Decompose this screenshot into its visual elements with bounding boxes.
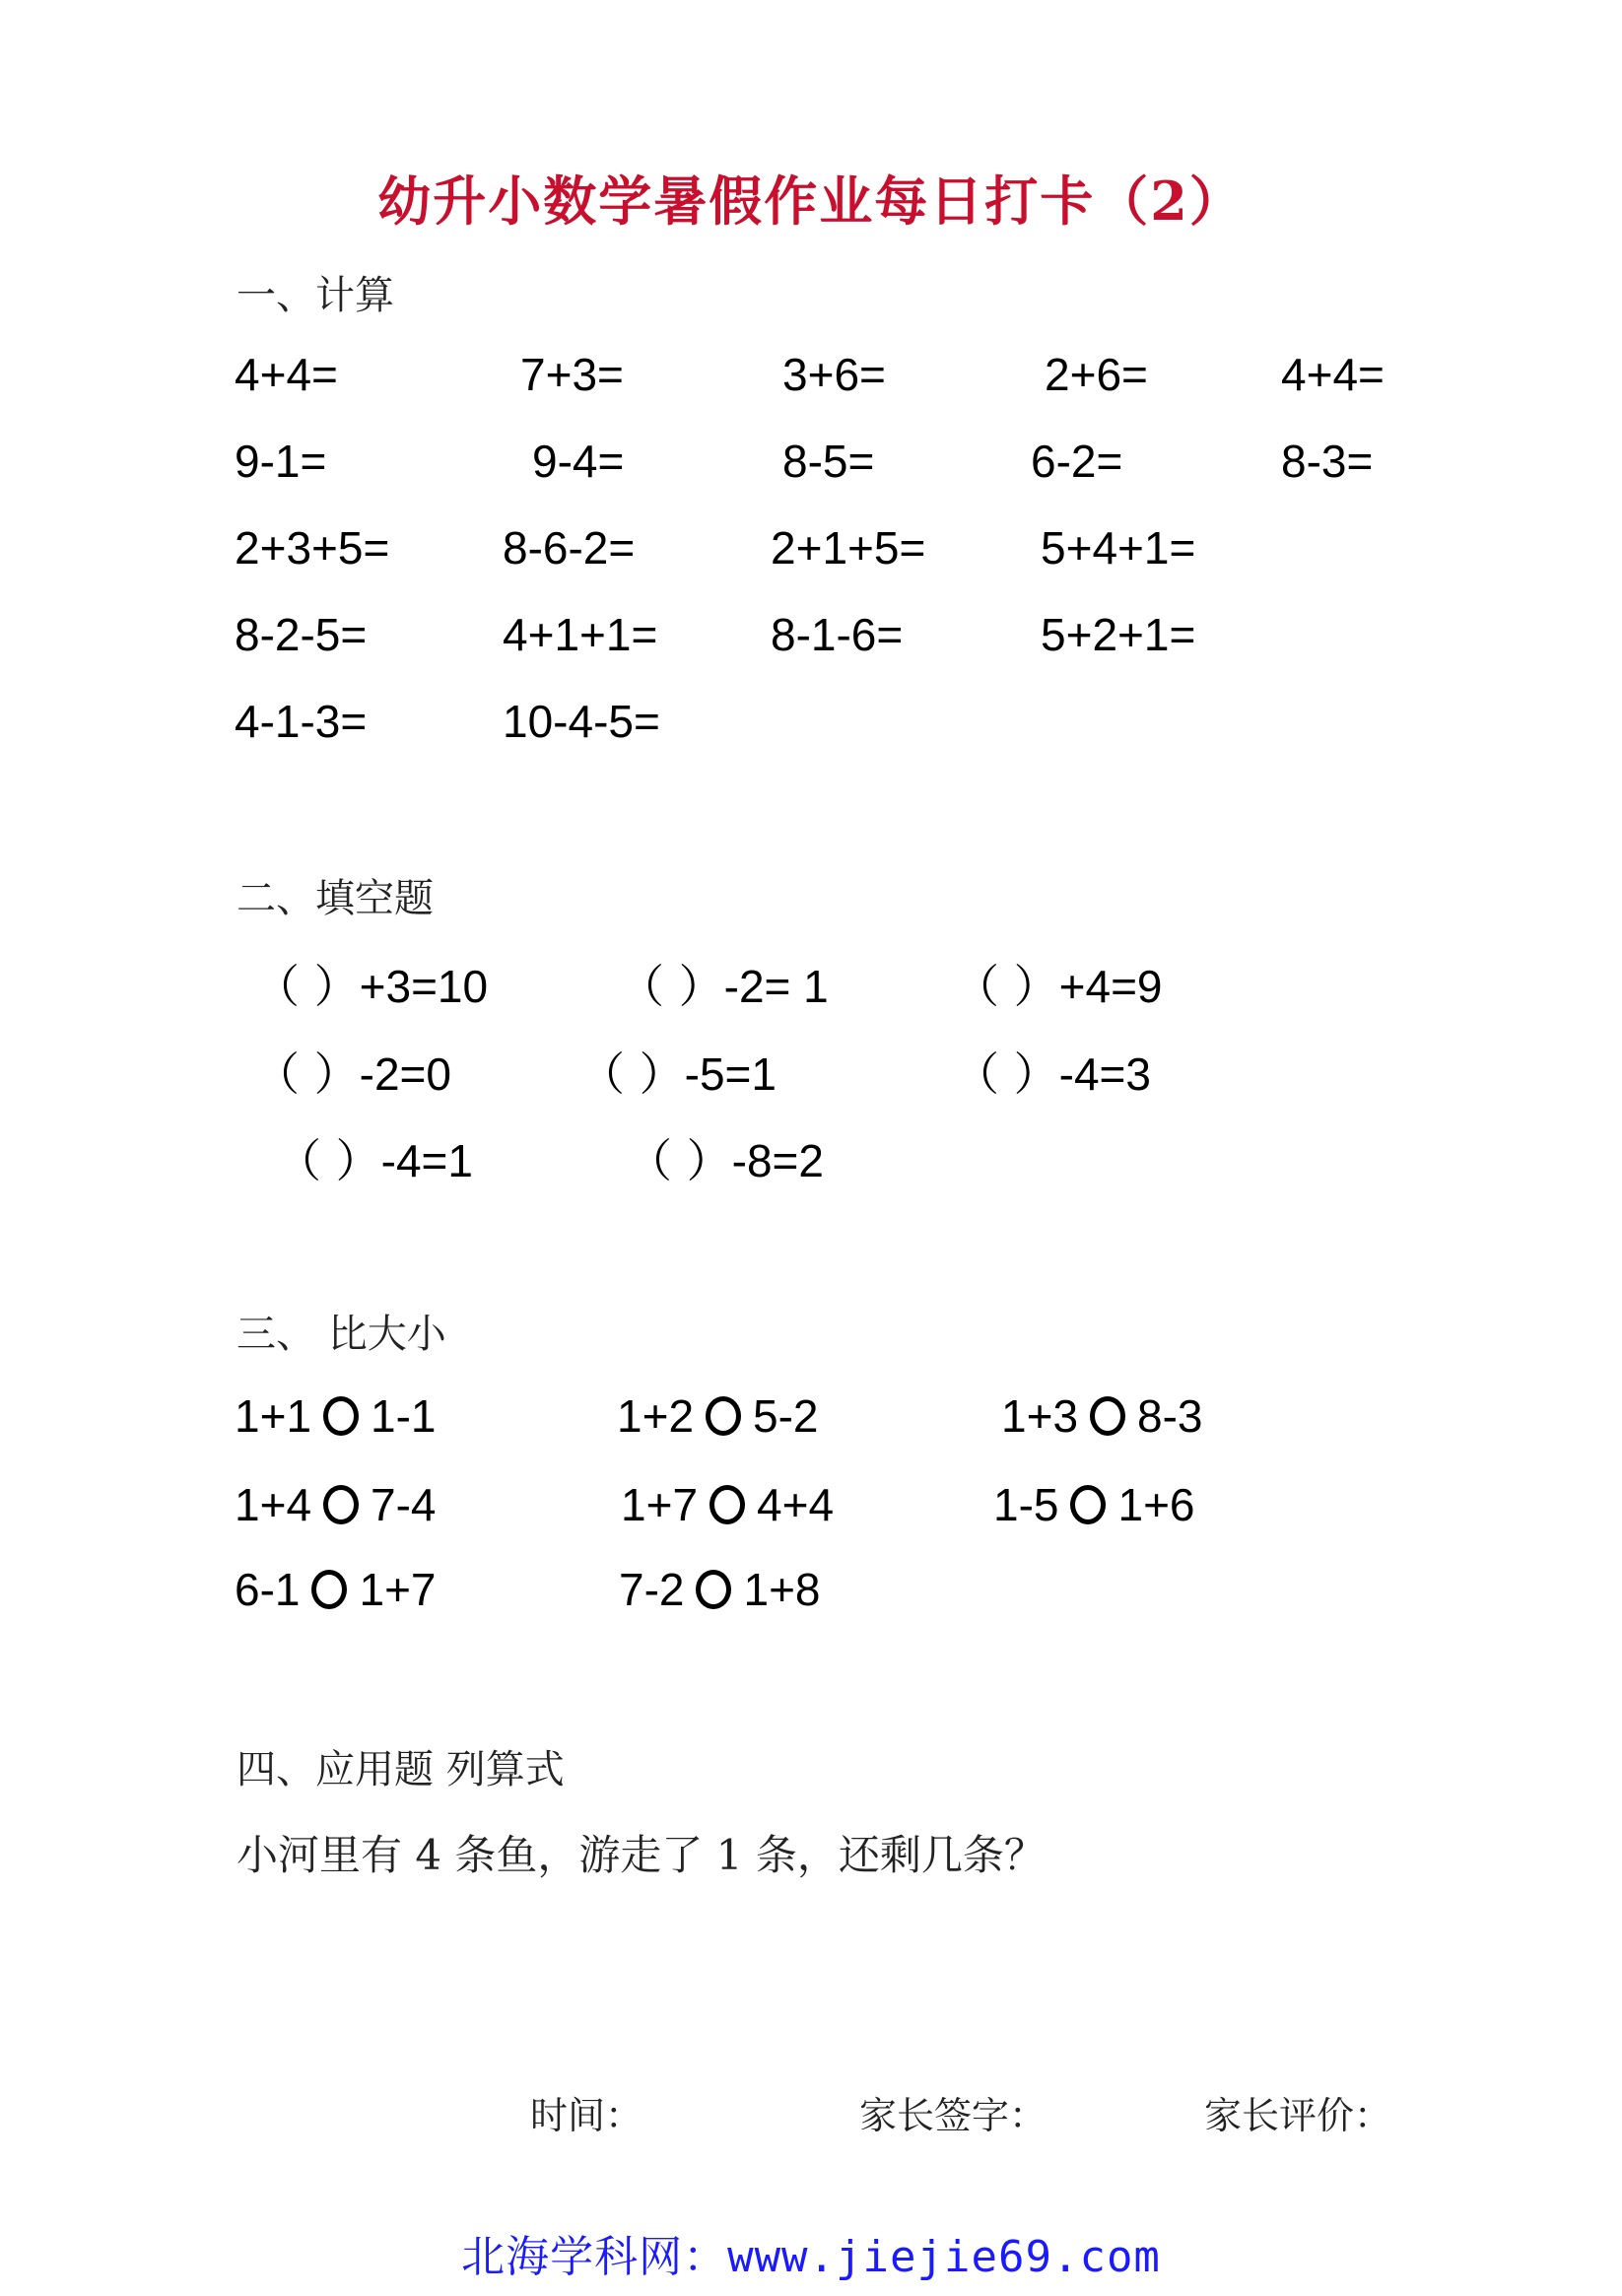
calc-item: 4+4= (1281, 349, 1385, 400)
word-problem-question: 小河里有 4 条鱼，游走了 1 条，还剩几条？ (237, 1831, 1046, 1879)
compare-circle[interactable] (1070, 1485, 1106, 1524)
compare-item: 1+7 4+4 (621, 1479, 835, 1530)
section-heading-word-problem: 四、应用题 列算式 (237, 1747, 565, 1792)
page-title: 幼升小数学暑假作业每日打卡（2） (377, 169, 1245, 233)
time-label: 时间： (530, 2094, 643, 2137)
calc-item: 2+1+5= (771, 522, 926, 574)
fill-blank-item: （ ）-2=0 (254, 1047, 451, 1101)
calc-item: 10-4-5= (503, 696, 660, 747)
section-heading-calc: 一、计算 (237, 273, 394, 318)
parent-eval-label: 家长评价： (1204, 2094, 1392, 2137)
compare-item: 6-1 1+7 (235, 1564, 437, 1615)
compare-circle[interactable] (710, 1485, 745, 1524)
fill-blank-item: （ ）-4=3 (954, 1047, 1151, 1101)
calc-item: 3+6= (782, 349, 886, 400)
calc-item: 8-6-2= (503, 522, 636, 574)
calc-item: 8-1-6= (771, 609, 904, 660)
compare-circle[interactable] (696, 1570, 731, 1609)
blank-paren[interactable]: （ ） (627, 1134, 732, 1187)
footer-watermark: 北海学科网：www.jiejie69.com (461, 2232, 1161, 2282)
calc-item: 9-1= (235, 436, 327, 487)
compare-item: 7-2 1+8 (619, 1564, 821, 1615)
compare-item: 1-5 1+6 (993, 1479, 1195, 1530)
compare-circle[interactable] (323, 1396, 359, 1436)
calc-item: 7+3= (520, 349, 624, 400)
blank-paren[interactable]: （ ） (276, 1134, 381, 1187)
fill-blank-item: （ ）+4=9 (954, 960, 1163, 1013)
compare-item: 1+2 5-2 (617, 1390, 819, 1442)
blank-paren[interactable]: （ ） (254, 1047, 360, 1101)
compare-circle[interactable] (1090, 1396, 1125, 1436)
compare-circle[interactable] (311, 1570, 347, 1609)
calc-item: 2+3+5= (235, 522, 390, 574)
compare-circle[interactable] (706, 1396, 741, 1436)
blank-paren[interactable]: （ ） (619, 960, 724, 1013)
fill-blank-item: （ ）+3=10 (254, 960, 489, 1013)
compare-circle[interactable] (323, 1485, 359, 1524)
fill-blank-item: （ ）-8=2 (627, 1134, 824, 1187)
compare-item: 1+4 7-4 (235, 1479, 437, 1530)
calc-item: 9-4= (532, 436, 625, 487)
section-heading-compare: 三、 比大小 (237, 1312, 446, 1357)
blank-paren[interactable]: （ ） (954, 1047, 1059, 1101)
calc-item: 8-3= (1281, 436, 1374, 487)
calc-item: 5+4+1= (1041, 522, 1196, 574)
calc-item: 4-1-3= (235, 696, 368, 747)
calc-item: 4+1+1= (503, 609, 658, 660)
compare-item: 1+1 1-1 (235, 1390, 437, 1442)
calc-item: 8-2-5= (235, 609, 368, 660)
section-heading-fill-blank: 二、填空题 (237, 876, 434, 921)
calc-item: 8-5= (782, 436, 875, 487)
compare-item: 1+3 8-3 (1001, 1390, 1203, 1442)
blank-paren[interactable]: （ ） (579, 1047, 685, 1101)
calc-item: 6-2= (1031, 436, 1123, 487)
calc-item: 2+6= (1045, 349, 1148, 400)
parent-sign-label: 家长签字： (859, 2094, 1048, 2137)
calc-item: 5+2+1= (1041, 609, 1196, 660)
fill-blank-item: （ ）-4=1 (276, 1134, 473, 1187)
fill-blank-item: （ ）-2= 1 (619, 960, 829, 1013)
calc-item: 4+4= (235, 349, 338, 400)
fill-blank-item: （ ）-5=1 (579, 1047, 777, 1101)
blank-paren[interactable]: （ ） (254, 960, 360, 1013)
blank-paren[interactable]: （ ） (954, 960, 1059, 1013)
